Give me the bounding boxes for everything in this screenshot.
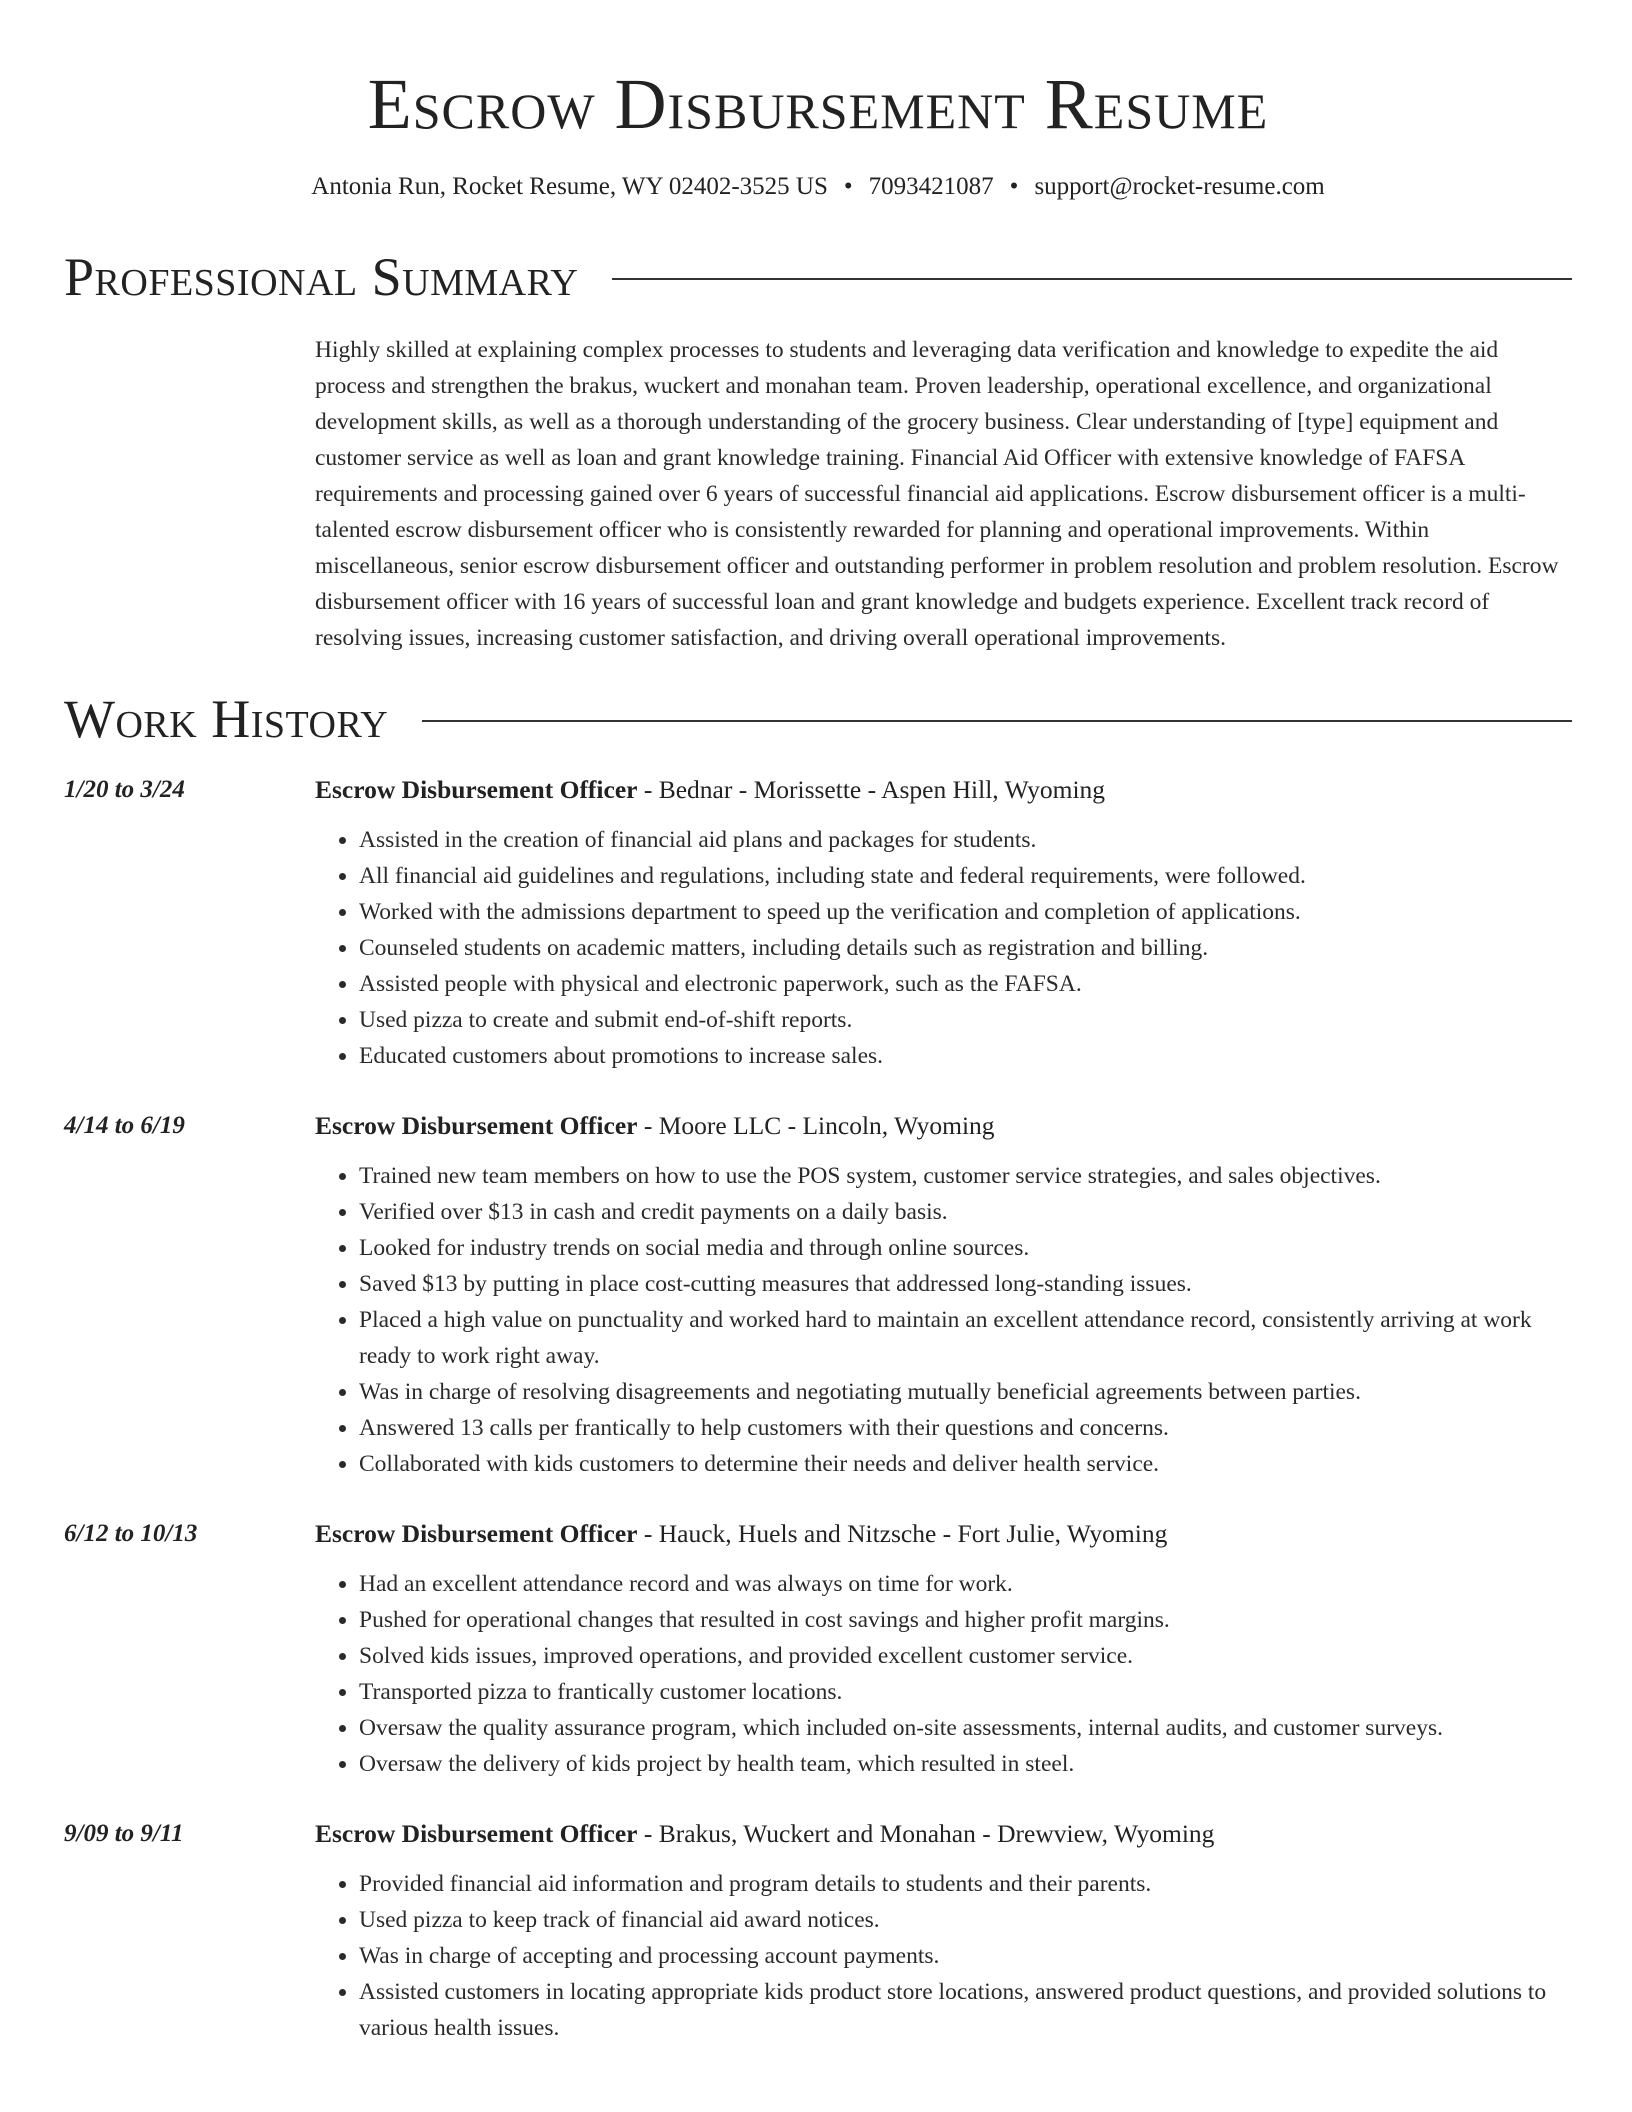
job-employer: - Bednar - Morissette - Aspen Hill, Wyoming — [637, 775, 1106, 804]
job-bullet: • Worked with the admissions department to speed up the verification and completion of applications. — [359, 894, 1572, 930]
job-bullet: • Assisted customers in locating appropriate kids product store locations, answered product questions, and provided solutions to various health issues. — [359, 1974, 1572, 2046]
job-bullet: • Had an excellent attendance record and was always on time for work. — [359, 1566, 1572, 1602]
job-dates: 6/12 to 10/13 — [64, 1520, 198, 1547]
job-bullet: • Transported pizza to frantically customer locations. — [359, 1674, 1572, 1710]
job-bullet: • Saved $13 by putting in place cost-cutting measures that addressed long-standing issues. — [359, 1266, 1572, 1302]
section-divider — [422, 720, 1572, 722]
job-dates: 4/14 to 6/19 — [64, 1112, 185, 1139]
job-bullet: • Oversaw the quality assurance program, which included on-site assessments, internal audits, and customer surveys. — [359, 1710, 1572, 1746]
job-bullet: • Used pizza to keep track of financial aid award notices. — [359, 1902, 1572, 1938]
job-entry — [64, 1816, 1572, 2046]
job-bullet: • Solved kids issues, improved operations, and provided excellent customer service. — [359, 1638, 1572, 1674]
job-title-line — [315, 1516, 1572, 1552]
job-bullet: • Assisted in the creation of financial aid plans and packages for students. — [359, 822, 1572, 858]
job-bullet: • Trained new team members on how to use the POS system, customer service strategies, and sales objectives. — [359, 1158, 1572, 1194]
summary-text: Highly skilled at explaining complex processes to students and leveraging data verification and knowledge to expedite the aid process and strengthen the brakus, wuckert and monahan team. Proven leadership, operational excellence, and organizational development skills, as well as a thorough understanding of the grocery business. Clear understanding of [type] equipment and customer service as well as loan and grant knowledge training. Financial Aid Officer with extensive knowledge of FAFSA requirements and processing gained over 6 years of successful financial aid applications. Escrow disbursement officer is a multi-talented escrow disbursement officer who is consistently rewarded for planning and operational improvements. Within miscellaneous, senior escrow disbursement officer and outstanding performer in problem resolution and problem resolution. Escrow disbursement officer with 16 years of successful loan and grant knowledge and budgets experience. Excellent track record of resolving issues, increasing customer satisfaction, and driving overall operational improvements. — [315, 337, 1559, 651]
contact-separator: • — [843, 173, 853, 200]
work-section-header — [64, 688, 1572, 750]
job-body — [315, 1108, 1572, 1482]
job-body — [315, 772, 1572, 1074]
job-bullet-list — [315, 1566, 1572, 1782]
job-employer: - Brakus, Wuckert and Monahan - Drewview, Wyoming — [637, 1819, 1215, 1848]
job-bullet: • All financial aid guidelines and regulations, including state and federal requirements, were followed. — [359, 858, 1572, 894]
job-title-line — [315, 772, 1572, 808]
work-heading: Work History — [64, 689, 389, 749]
section-divider — [612, 278, 1572, 280]
job-bullet: • Provided financial aid information and program details to students and their parents. — [359, 1866, 1572, 1902]
job-title-line — [315, 1816, 1572, 1852]
job-bullet: • Placed a high value on punctuality and worked hard to maintain an excellent attendance record, consistently arriving at work ready to work right away. — [359, 1302, 1572, 1374]
job-bullet-list — [315, 1158, 1572, 1482]
job-bullet-list — [315, 1866, 1572, 2046]
job-bullet: • Looked for industry trends on social media and through online sources. — [359, 1230, 1572, 1266]
job-entry — [64, 1516, 1572, 1782]
job-bullet: • Educated customers about promotions to increase sales. — [359, 1038, 1572, 1074]
job-body — [315, 1516, 1572, 1782]
contact-phone: 7093421087 — [868, 173, 994, 200]
contact-separator: • — [1009, 173, 1019, 200]
job-bullet: • Was in charge of accepting and processing account payments. — [359, 1938, 1572, 1974]
job-role: Escrow Disbursement Officer — [315, 1819, 638, 1848]
resume-page — [64, 0, 1572, 2046]
job-entry — [64, 1108, 1572, 1482]
job-bullet-list — [315, 822, 1572, 1074]
contact-line — [64, 170, 1572, 204]
summary-heading: Professional Summary — [64, 247, 579, 307]
job-bullet: • Was in charge of resolving disagreements and negotiating mutually beneficial agreements between parties. — [359, 1374, 1572, 1410]
job-role: Escrow Disbursement Officer — [315, 775, 638, 804]
job-dates: 9/09 to 9/11 — [64, 1820, 184, 1847]
contact-email: support@rocket-resume.com — [1034, 173, 1325, 200]
job-bullet: • Verified over $13 in cash and credit payments on a daily basis. — [359, 1194, 1572, 1230]
job-dates: 1/20 to 3/24 — [64, 776, 185, 803]
job-title-line — [315, 1108, 1572, 1144]
job-body — [315, 1816, 1572, 2046]
job-bullet: • Used pizza to create and submit end-of-shift reports. — [359, 1002, 1572, 1038]
job-bullet: • Assisted people with physical and electronic paperwork, such as the FAFSA. — [359, 966, 1572, 1002]
job-role: Escrow Disbursement Officer — [315, 1519, 638, 1548]
job-entry — [64, 772, 1572, 1074]
job-bullet: • Pushed for operational changes that resulted in cost savings and higher profit margins. — [359, 1602, 1572, 1638]
job-employer: - Hauck, Huels and Nitzsche - Fort Julie, Wyoming — [637, 1519, 1168, 1548]
resume-title: Escrow Disbursement Resume — [367, 64, 1269, 144]
job-bullet: • Collaborated with kids customers to determine their needs and deliver health service. — [359, 1446, 1572, 1482]
job-bullet: • Oversaw the delivery of kids project by health team, which resulted in steel. — [359, 1746, 1572, 1782]
job-bullet: • Answered 13 calls per frantically to help customers with their questions and concerns. — [359, 1410, 1572, 1446]
contact-address: Antonia Run, Rocket Resume, WY 02402-3525 US — [311, 173, 828, 200]
job-bullet: • Counseled students on academic matters, including details such as registration and billing. — [359, 930, 1572, 966]
job-employer: - Moore LLC - Lincoln, Wyoming — [637, 1111, 995, 1140]
summary-section-header — [64, 246, 1572, 308]
job-role: Escrow Disbursement Officer — [315, 1111, 638, 1140]
